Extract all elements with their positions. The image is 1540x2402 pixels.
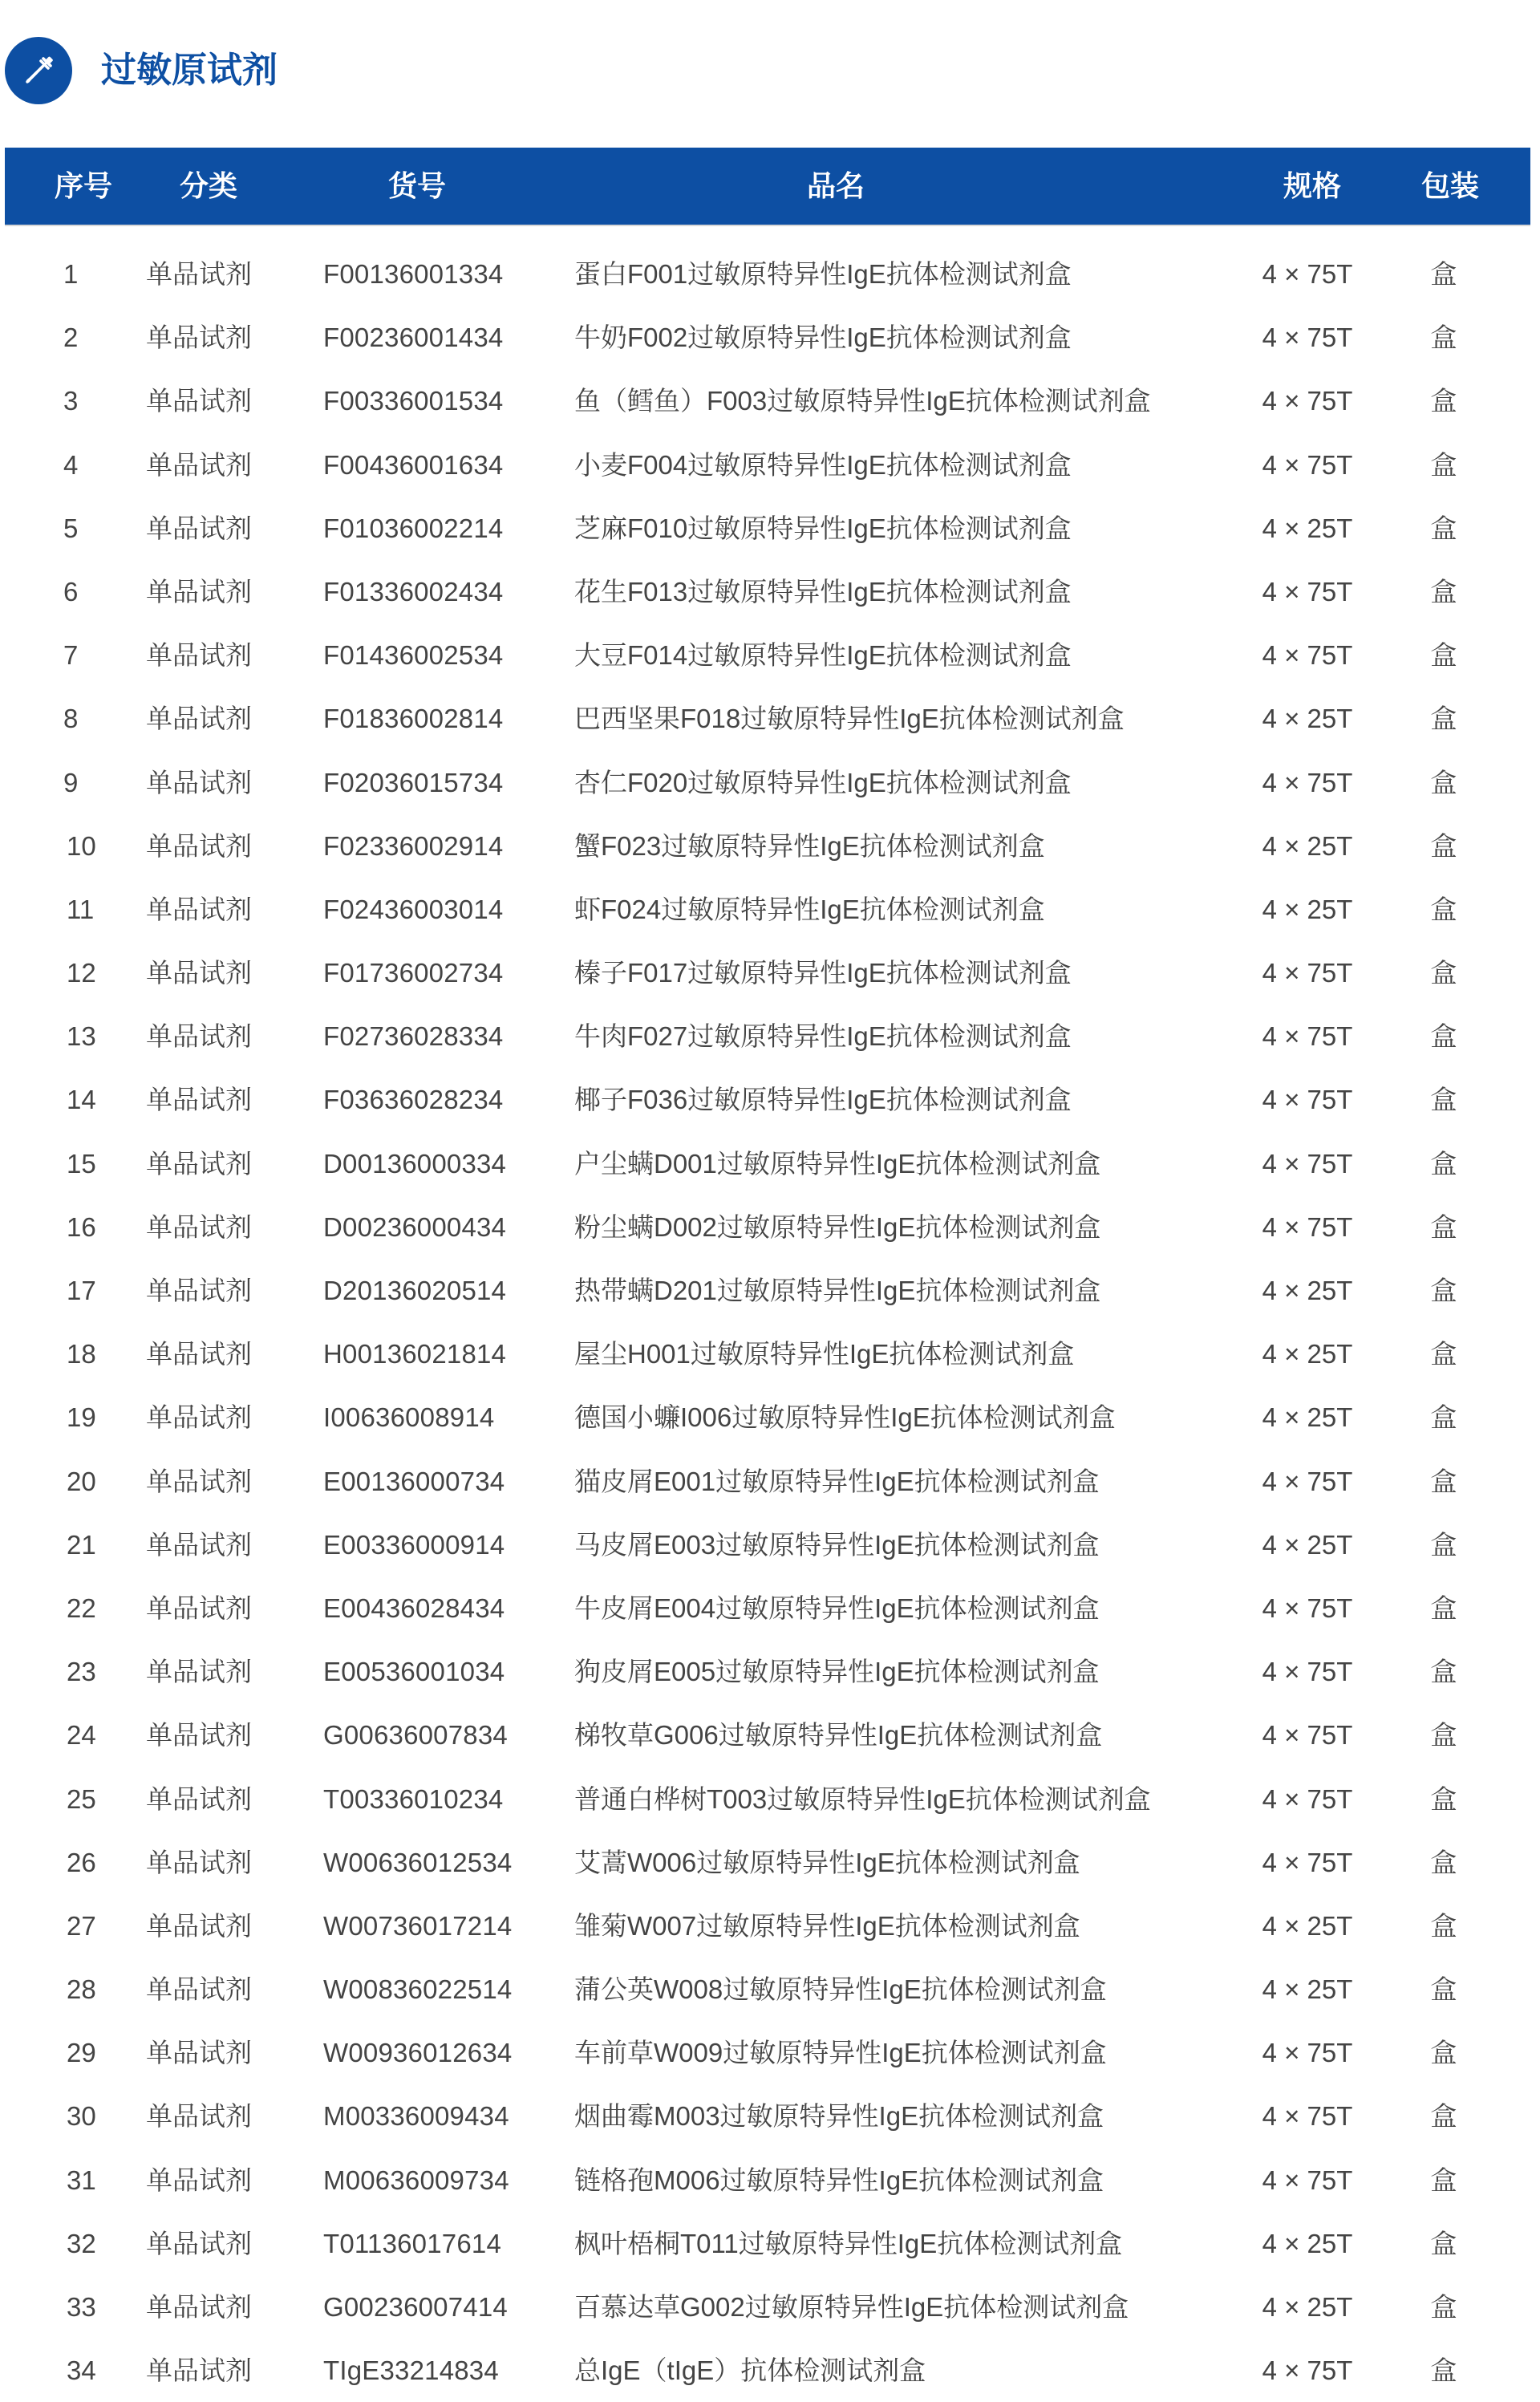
table-row xyxy=(0,1386,1540,1449)
table-row xyxy=(0,1004,1540,1068)
cell-spec: 4 × 25T xyxy=(1262,2228,1353,2258)
cell-code: D00136000334 xyxy=(323,1148,507,1179)
cell-code: W00836022514 xyxy=(323,1974,513,2005)
cell-category: 单品试剂 xyxy=(146,894,252,924)
cell-category: 单品试剂 xyxy=(146,1910,252,1941)
table-row xyxy=(0,1703,1540,1767)
cell-category: 单品试剂 xyxy=(146,259,252,289)
cell-spec: 4 × 75T xyxy=(1262,1783,1353,1814)
cell-no: 33 xyxy=(67,2292,96,2322)
cell-category: 单品试剂 xyxy=(146,2228,252,2258)
cell-code: T00336010234 xyxy=(323,1783,504,1814)
cell-spec: 4 × 25T xyxy=(1262,1910,1353,1941)
cell-no: 9 xyxy=(63,767,79,797)
header-category: 分类 xyxy=(179,169,237,202)
cell-code: G00636007834 xyxy=(323,1720,508,1751)
table-row xyxy=(0,433,1540,497)
table-row xyxy=(0,623,1540,687)
cell-code: F01736002734 xyxy=(323,958,504,988)
cell-spec: 4 × 25T xyxy=(1262,1402,1353,1433)
cell-pack: 盒 xyxy=(1430,1466,1457,1496)
cell-spec: 4 × 25T xyxy=(1262,830,1353,861)
cell-product-name: 芝麻F010过敏原特异性IgE抗体检测试剂盒 xyxy=(574,513,1072,543)
cell-no: 11 xyxy=(67,894,95,924)
cell-category: 单品试剂 xyxy=(146,1466,252,1496)
cell-product-name: 小麦F004过敏原特异性IgE抗体检测试剂盒 xyxy=(574,449,1072,480)
cell-spec: 4 × 75T xyxy=(1262,1720,1353,1751)
cell-no: 28 xyxy=(67,1974,96,2005)
cell-product-name: 牛皮屑E004过敏原特异性IgE抗体检测试剂盒 xyxy=(574,1593,1100,1623)
cell-pack: 盒 xyxy=(1430,894,1457,924)
cell-category: 单品试剂 xyxy=(146,1339,252,1369)
cell-spec: 4 × 75T xyxy=(1262,259,1353,289)
cell-pack: 盒 xyxy=(1430,2292,1457,2322)
cell-pack: 盒 xyxy=(1430,1402,1457,1433)
table-row xyxy=(0,2148,1540,2212)
cell-code: W00636012534 xyxy=(323,1847,513,1877)
cell-pack: 盒 xyxy=(1430,2165,1457,2195)
cell-product-name: 雏菊W007过敏原特异性IgE抗体检测试剂盒 xyxy=(574,1910,1080,1941)
cell-category: 单品试剂 xyxy=(146,704,252,734)
cell-no: 6 xyxy=(63,576,79,607)
cell-code: F02736028334 xyxy=(323,1021,504,1052)
cell-pack: 盒 xyxy=(1430,1021,1457,1052)
cell-code: E00336000914 xyxy=(323,1529,505,1560)
cell-code: F00236001434 xyxy=(323,323,504,353)
header-no: 序号 xyxy=(54,169,112,202)
cell-spec: 4 × 75T xyxy=(1262,1847,1353,1877)
cell-product-name: 链格孢M006过敏原特异性IgE抗体检测试剂盒 xyxy=(574,2165,1104,2195)
cell-spec: 4 × 75T xyxy=(1262,2101,1353,2132)
cell-pack: 盒 xyxy=(1430,1657,1457,1687)
cell-no: 30 xyxy=(67,2101,96,2132)
table-row xyxy=(0,1259,1540,1322)
cell-code: F00336001534 xyxy=(323,386,504,416)
cell-pack: 盒 xyxy=(1430,1529,1457,1560)
product-table-body xyxy=(0,242,1540,2402)
cell-product-name: 榛子F017过敏原特异性IgE抗体检测试剂盒 xyxy=(574,958,1072,988)
cell-code: D20136020514 xyxy=(323,1276,507,1305)
cell-pack: 盒 xyxy=(1430,1085,1457,1115)
cell-spec: 4 × 75T xyxy=(1262,958,1353,988)
table-row xyxy=(0,687,1540,750)
cell-no: 15 xyxy=(67,1148,96,1179)
cell-no: 13 xyxy=(67,1021,96,1052)
cell-category: 单品试剂 xyxy=(146,1529,252,1560)
table-row xyxy=(0,2021,1540,2084)
cell-pack: 盒 xyxy=(1430,767,1457,797)
cell-no: 18 xyxy=(67,1339,96,1369)
cell-product-name: 蛋白F001过敏原特异性IgE抗体检测试剂盒 xyxy=(574,259,1072,289)
cell-code: E00536001034 xyxy=(323,1657,505,1687)
cell-product-name: 枫叶梧桐T011过敏原特异性IgE抗体检测试剂盒 xyxy=(574,2228,1123,2258)
table-row xyxy=(0,1576,1540,1640)
cell-pack: 盒 xyxy=(1430,386,1457,416)
cell-code: M00636009734 xyxy=(323,2165,509,2195)
table-row xyxy=(0,1958,1540,2021)
cell-code: F00136001334 xyxy=(323,259,504,289)
table-row xyxy=(0,2084,1540,2148)
cell-code: W00736017214 xyxy=(323,1910,513,1941)
cell-no: 29 xyxy=(67,2038,96,2068)
cell-code: F01436002534 xyxy=(323,640,504,671)
cell-code: D00236000434 xyxy=(323,1211,507,1242)
cell-code: F01336002434 xyxy=(323,576,504,607)
cell-category: 单品试剂 xyxy=(146,323,252,353)
cell-spec: 4 × 75T xyxy=(1262,576,1353,607)
cell-code: I00636008914 xyxy=(323,1402,495,1433)
cell-no: 10 xyxy=(67,830,96,861)
cell-product-name: 虾F024过敏原特异性IgE抗体检测试剂盒 xyxy=(574,894,1045,924)
cell-category: 单品试剂 xyxy=(146,1720,252,1751)
dropper-icon xyxy=(5,37,72,104)
cell-product-name: 杏仁F020过敏原特异性IgE抗体检测试剂盒 xyxy=(574,767,1072,797)
cell-code: F00436001634 xyxy=(323,449,504,480)
cell-spec: 4 × 75T xyxy=(1262,1085,1353,1115)
cell-product-name: 鱼（鳕鱼）F003过敏原特异性IgE抗体检测试剂盒 xyxy=(574,386,1151,416)
cell-category: 单品试剂 xyxy=(146,449,252,480)
table-row xyxy=(0,369,1540,432)
cell-product-name: 户尘螨D001过敏原特异性IgE抗体检测试剂盒 xyxy=(574,1148,1101,1179)
cell-no: 12 xyxy=(67,958,96,988)
cell-product-name: 热带螨D201过敏原特异性IgE抗体检测试剂盒 xyxy=(574,1276,1101,1305)
cell-category: 单品试剂 xyxy=(146,1402,252,1433)
cell-spec: 4 × 75T xyxy=(1262,640,1353,671)
cell-pack: 盒 xyxy=(1430,449,1457,480)
cell-product-name: 屋尘H001过敏原特异性IgE抗体检测试剂盒 xyxy=(574,1339,1075,1369)
cell-pack: 盒 xyxy=(1430,1276,1457,1305)
table-row xyxy=(0,814,1540,878)
cell-category: 单品试剂 xyxy=(146,1276,252,1305)
cell-spec: 4 × 75T xyxy=(1262,1021,1353,1052)
cell-no: 26 xyxy=(67,1847,96,1877)
cell-no: 19 xyxy=(67,1402,96,1433)
cell-product-name: 巴西坚果F018过敏原特异性IgE抗体检测试剂盒 xyxy=(574,704,1125,734)
table-row xyxy=(0,2275,1540,2339)
cell-pack: 盒 xyxy=(1430,640,1457,671)
cell-pack: 盒 xyxy=(1430,2101,1457,2132)
table-row xyxy=(0,306,1540,369)
cell-no: 1 xyxy=(63,259,79,289)
cell-pack: 盒 xyxy=(1430,1720,1457,1751)
cell-no: 24 xyxy=(67,1720,96,1751)
cell-product-name: 花生F013过敏原特异性IgE抗体检测试剂盒 xyxy=(574,576,1072,607)
cell-category: 单品试剂 xyxy=(146,1783,252,1814)
cell-code: F01036002214 xyxy=(323,513,504,543)
cell-code: F02436003014 xyxy=(323,894,504,924)
cell-spec: 4 × 25T xyxy=(1262,1276,1353,1305)
cell-no: 14 xyxy=(67,1085,96,1115)
cell-pack: 盒 xyxy=(1430,576,1457,607)
page-header xyxy=(0,0,1540,144)
cell-pack: 盒 xyxy=(1430,1974,1457,2005)
table-row xyxy=(0,1831,1540,1894)
cell-code: E00436028434 xyxy=(323,1593,505,1623)
cell-no: 8 xyxy=(63,704,79,734)
table-row xyxy=(0,1068,1540,1131)
header-pack: 包装 xyxy=(1420,169,1479,202)
cell-product-name: 椰子F036过敏原特异性IgE抗体检测试剂盒 xyxy=(574,1085,1072,1115)
cell-pack: 盒 xyxy=(1430,2228,1457,2258)
cell-product-name: 普通白桦树T003过敏原特异性IgE抗体检测试剂盒 xyxy=(574,1783,1151,1814)
cell-pack: 盒 xyxy=(1430,1847,1457,1877)
cell-code: T01136017614 xyxy=(323,2228,501,2258)
cell-code: G00236007414 xyxy=(323,2292,508,2322)
cell-no: 2 xyxy=(63,323,79,353)
table-row xyxy=(0,1513,1540,1576)
cell-spec: 4 × 75T xyxy=(1262,1593,1353,1623)
page-title: 过敏原试剂 xyxy=(101,51,278,90)
table-row xyxy=(0,560,1540,623)
cell-no: 7 xyxy=(63,640,79,671)
cell-spec: 4 × 25T xyxy=(1262,2292,1353,2322)
cell-product-name: 狗皮屑E005过敏原特异性IgE抗体检测试剂盒 xyxy=(574,1657,1100,1687)
cell-product-name: 车前草W009过敏原特异性IgE抗体检测试剂盒 xyxy=(574,2038,1107,2068)
table-header xyxy=(5,148,1530,225)
cell-product-name: 梯牧草G006过敏原特异性IgE抗体检测试剂盒 xyxy=(574,1720,1103,1751)
cell-spec: 4 × 75T xyxy=(1262,1657,1353,1687)
table-row xyxy=(0,1640,1540,1703)
cell-product-name: 牛奶F002过敏原特异性IgE抗体检测试剂盒 xyxy=(574,323,1072,353)
cell-no: 22 xyxy=(67,1593,96,1623)
header-code: 货号 xyxy=(387,169,446,202)
cell-category: 单品试剂 xyxy=(146,1021,252,1052)
table-row xyxy=(0,2212,1540,2275)
table-row xyxy=(0,1450,1540,1513)
cell-product-name: 大豆F014过敏原特异性IgE抗体检测试剂盒 xyxy=(574,640,1072,671)
cell-spec: 4 × 75T xyxy=(1262,386,1353,416)
cell-no: 16 xyxy=(67,1211,96,1242)
cell-no: 25 xyxy=(67,1783,96,1814)
table-row xyxy=(0,1195,1540,1259)
cell-category: 单品试剂 xyxy=(146,1847,252,1877)
cell-product-name: 德国小蠊I006过敏原特异性IgE抗体检测试剂盒 xyxy=(574,1402,1116,1433)
table-row xyxy=(0,2339,1540,2402)
cell-pack: 盒 xyxy=(1430,1148,1457,1179)
cell-category: 单品试剂 xyxy=(146,1593,252,1623)
cell-pack: 盒 xyxy=(1430,2038,1457,2068)
table-row xyxy=(0,242,1540,306)
cell-product-name: 猫皮屑E001过敏原特异性IgE抗体检测试剂盒 xyxy=(574,1466,1100,1496)
cell-spec: 4 × 75T xyxy=(1262,1466,1353,1496)
cell-category: 单品试剂 xyxy=(146,513,252,543)
cell-product-name: 马皮屑E003过敏原特异性IgE抗体检测试剂盒 xyxy=(574,1529,1100,1560)
cell-no: 32 xyxy=(67,2228,96,2258)
cell-code: F02036015734 xyxy=(323,767,504,797)
cell-code: W00936012634 xyxy=(323,2038,513,2068)
cell-spec: 4 × 25T xyxy=(1262,1339,1353,1369)
table-row xyxy=(0,497,1540,560)
cell-spec: 4 × 25T xyxy=(1262,513,1353,543)
cell-no: 20 xyxy=(67,1466,96,1496)
cell-no: 34 xyxy=(67,2355,96,2386)
cell-spec: 4 × 25T xyxy=(1262,894,1353,924)
cell-spec: 4 × 25T xyxy=(1262,704,1353,734)
cell-category: 单品试剂 xyxy=(146,576,252,607)
cell-product-name: 总IgE（tIgE）抗体检测试剂盒 xyxy=(574,2355,926,2386)
cell-pack: 盒 xyxy=(1430,513,1457,543)
cell-category: 单品试剂 xyxy=(146,767,252,797)
cell-code: E00136000734 xyxy=(323,1466,505,1496)
cell-pack: 盒 xyxy=(1430,2355,1457,2386)
cell-category: 单品试剂 xyxy=(146,830,252,861)
cell-product-name: 蒲公英W008过敏原特异性IgE抗体检测试剂盒 xyxy=(574,1974,1107,2005)
header-divider xyxy=(5,225,1530,226)
cell-category: 单品试剂 xyxy=(146,2165,252,2195)
cell-spec: 4 × 75T xyxy=(1262,767,1353,797)
cell-product-name: 艾蒿W006过敏原特异性IgE抗体检测试剂盒 xyxy=(574,1847,1080,1877)
cell-pack: 盒 xyxy=(1430,958,1457,988)
cell-category: 单品试剂 xyxy=(146,640,252,671)
cell-code: H00136021814 xyxy=(323,1339,507,1369)
cell-no: 5 xyxy=(63,513,79,543)
table-row xyxy=(0,1767,1540,1831)
cell-pack: 盒 xyxy=(1430,830,1457,861)
table-row xyxy=(0,1322,1540,1386)
cell-code: F03636028234 xyxy=(323,1085,504,1115)
cell-category: 单品试剂 xyxy=(146,2355,252,2386)
cell-product-name: 烟曲霉M003过敏原特异性IgE抗体检测试剂盒 xyxy=(574,2101,1104,2132)
cell-category: 单品试剂 xyxy=(146,1657,252,1687)
cell-no: 27 xyxy=(67,1910,96,1941)
cell-spec: 4 × 25T xyxy=(1262,1974,1353,2005)
cell-category: 单品试剂 xyxy=(146,958,252,988)
cell-product-name: 粉尘螨D002过敏原特异性IgE抗体检测试剂盒 xyxy=(574,1211,1101,1242)
cell-spec: 4 × 75T xyxy=(1262,449,1353,480)
cell-code: F01836002814 xyxy=(323,704,504,734)
cell-spec: 4 × 75T xyxy=(1262,2165,1353,2195)
cell-category: 单品试剂 xyxy=(146,2292,252,2322)
cell-pack: 盒 xyxy=(1430,1910,1457,1941)
table-row xyxy=(0,878,1540,941)
cell-category: 单品试剂 xyxy=(146,1148,252,1179)
cell-no: 21 xyxy=(67,1529,96,1560)
cell-product-name: 百慕达草G002过敏原特异性IgE抗体检测试剂盒 xyxy=(574,2292,1129,2322)
cell-category: 单品试剂 xyxy=(146,2038,252,2068)
cell-pack: 盒 xyxy=(1430,259,1457,289)
table-row xyxy=(0,941,1540,1004)
cell-spec: 4 × 75T xyxy=(1262,2038,1353,2068)
cell-no: 17 xyxy=(67,1276,96,1305)
cell-pack: 盒 xyxy=(1430,1783,1457,1814)
cell-spec: 4 × 75T xyxy=(1262,1211,1353,1242)
cell-category: 单品试剂 xyxy=(146,386,252,416)
cell-pack: 盒 xyxy=(1430,1593,1457,1623)
cell-code: TIgE33214834 xyxy=(323,2355,499,2386)
cell-category: 单品试剂 xyxy=(146,1974,252,2005)
cell-no: 23 xyxy=(67,1657,96,1687)
cell-spec: 4 × 75T xyxy=(1262,2355,1353,2386)
cell-code: M00336009434 xyxy=(323,2101,509,2132)
table-row xyxy=(0,751,1540,814)
cell-pack: 盒 xyxy=(1430,704,1457,734)
header-spec: 规格 xyxy=(1283,169,1341,202)
cell-pack: 盒 xyxy=(1430,323,1457,353)
cell-no: 31 xyxy=(67,2165,96,2195)
cell-spec: 4 × 75T xyxy=(1262,323,1353,353)
cell-no: 4 xyxy=(63,449,79,480)
cell-product-name: 蟹F023过敏原特异性IgE抗体检测试剂盒 xyxy=(574,830,1045,861)
cell-pack: 盒 xyxy=(1430,1211,1457,1242)
cell-category: 单品试剂 xyxy=(146,1211,252,1242)
cell-pack: 盒 xyxy=(1430,1339,1457,1369)
table-row xyxy=(0,1894,1540,1958)
cell-product-name: 牛肉F027过敏原特异性IgE抗体检测试剂盒 xyxy=(574,1021,1072,1052)
cell-spec: 4 × 75T xyxy=(1262,1148,1353,1179)
table-row xyxy=(0,1132,1540,1195)
header-name: 品名 xyxy=(806,169,865,202)
cell-code: F02336002914 xyxy=(323,830,504,861)
cell-spec: 4 × 25T xyxy=(1262,1529,1353,1560)
cell-category: 单品试剂 xyxy=(146,1085,252,1115)
cell-category: 单品试剂 xyxy=(146,2101,252,2132)
cell-no: 3 xyxy=(63,386,79,416)
